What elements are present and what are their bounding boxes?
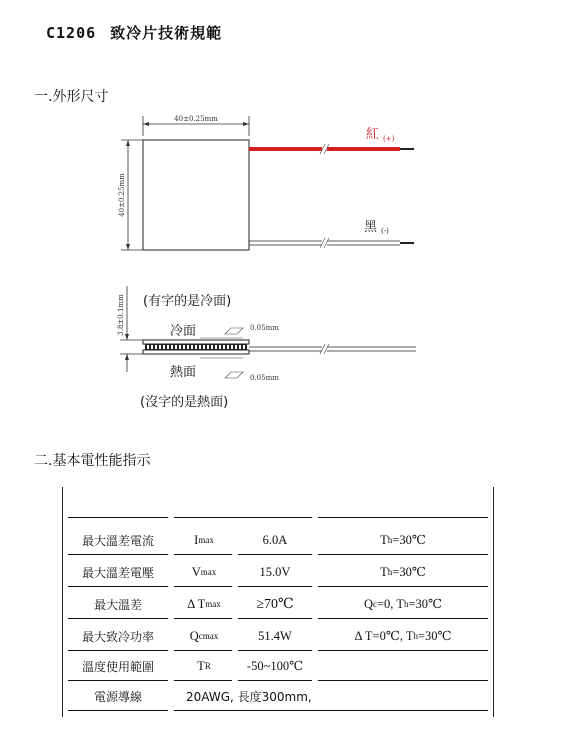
pellet (231, 345, 233, 349)
black-wire-polarity: (-) (381, 227, 389, 235)
param-value: ≥70℃ (256, 596, 294, 612)
pellet (203, 345, 205, 349)
param-value: -50~100℃ (246, 659, 304, 673)
cold-face-label: 冷面 (170, 324, 197, 339)
table-row (62, 651, 492, 681)
blank-side-note: (沒字的是熱面) (140, 395, 229, 410)
module-top-view (143, 140, 249, 250)
height-dimension: 40±0.25mm (118, 173, 126, 217)
pellet (219, 345, 221, 349)
table-row (62, 557, 492, 587)
title-text: 致冷片技術規範 (110, 24, 223, 42)
param-name: 溫度使用範圍 (81, 659, 154, 674)
section-heading-dimensions: 一.外形尺寸 (34, 89, 109, 105)
pellet (235, 345, 237, 349)
pellet (215, 345, 217, 349)
table-row (62, 621, 492, 651)
flatness-top: 0.05mm (250, 324, 279, 332)
pellet (171, 345, 173, 349)
param-condition: T h =30℃ (380, 532, 426, 547)
param-symbol: V max (191, 564, 217, 579)
red-wire-label: 紅 (366, 127, 380, 142)
param-condition: Δ T=0℃, T h =30℃ (354, 629, 452, 643)
wire-spec: 20AWG, 長度300mm, (186, 689, 312, 704)
table-row (62, 681, 492, 711)
pellet (167, 345, 169, 349)
pellet (239, 345, 241, 349)
module-side-view (143, 340, 249, 354)
param-symbol: Δ T max (187, 596, 221, 611)
table-header-row (62, 487, 492, 517)
black-wire-label: 黑 (364, 220, 378, 235)
pellet (223, 345, 225, 349)
param-name: 最大溫差電壓 (81, 565, 154, 580)
param-name: 最大溫差電流 (81, 533, 154, 548)
pellet (195, 345, 197, 349)
param-condition: T h =30℃ (380, 564, 426, 579)
pellet (163, 345, 165, 349)
pellet (183, 345, 185, 349)
printed-side-note: (有字的是冷面) (143, 294, 232, 309)
hot-face-label: 熱面 (170, 365, 197, 380)
param-value: 15.0V (259, 564, 291, 579)
table-row (62, 589, 492, 619)
pellet (179, 345, 181, 349)
param-name: 電源導線 (93, 689, 142, 704)
pellet (227, 345, 229, 349)
param-value: 6.0A (262, 532, 288, 547)
pellet (159, 345, 161, 349)
pellet (211, 345, 213, 349)
pellet (207, 345, 209, 349)
param-symbol: I max (194, 532, 214, 547)
pellet (151, 345, 153, 349)
param-name: 最大溫差 (93, 597, 142, 612)
model-code: C1206 (46, 24, 97, 42)
black-wire (249, 238, 414, 248)
pellet (155, 345, 157, 349)
table-row (62, 525, 492, 555)
param-value: 51.4W (258, 628, 292, 643)
thickness-dimension: 3.8±0.1mm (117, 294, 125, 336)
width-dimension: 40±0.25mm (174, 115, 218, 123)
param-name: 最大致冷功率 (81, 629, 154, 644)
red-wire-polarity: (+) (383, 135, 395, 143)
param-symbol: Q cmax (189, 628, 219, 643)
section-heading-electrical: 二.基本電性能指示 (34, 453, 151, 469)
param-condition: Q c =0, T h =30℃ (363, 596, 443, 611)
red-wire (249, 144, 414, 154)
pellet (199, 345, 201, 349)
pellet (243, 345, 245, 349)
pellet (191, 345, 193, 349)
flatness-bottom: 0.05mm (250, 374, 279, 382)
pellet (147, 345, 149, 349)
param-symbol: T R (197, 658, 211, 673)
pellet (175, 345, 177, 349)
pellet (187, 345, 189, 349)
